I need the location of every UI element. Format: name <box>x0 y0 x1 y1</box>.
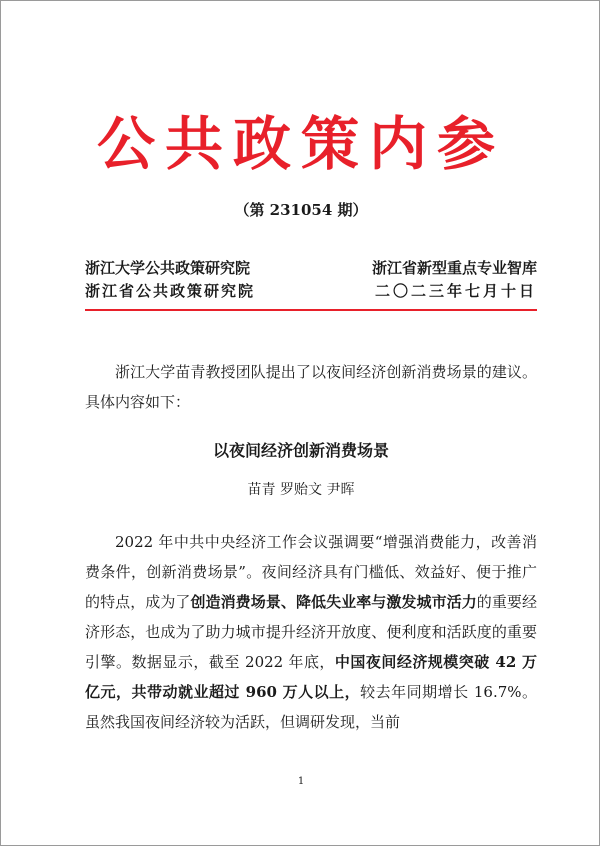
header-row-2 <box>85 280 537 302</box>
article-authors: 苗青 罗贻文 尹晖 <box>247 482 355 498</box>
org-zju-institute: 浙江大学公共政策研究院 <box>85 259 251 277</box>
body-segment-bold: 创造消费场景、降低失业率与激发城市活力 <box>190 593 477 611</box>
red-divider-line <box>85 309 537 311</box>
intro-paragraph: 浙江大学苗青教授团队提出了以夜间经济创新消费场景的建议。具体内容如下： <box>85 363 537 411</box>
page-number: 1 <box>297 776 305 787</box>
masthead-title: 公共政策内参 <box>96 110 505 178</box>
issue-number: （第 231054 期） <box>234 201 368 219</box>
org-think-tank: 浙江省新型重点专业智库 <box>371 259 537 277</box>
body-paragraph <box>85 527 537 737</box>
publish-date: 二〇二三年七月十日 <box>374 282 537 300</box>
body-segment: 2022 年中共中央经济工作会议强调要“增强消费能力，改善消费条件，创新消费场景”。夜间经济具有门槛低、效益好、便于推广的特点，成为了 <box>85 533 537 611</box>
org-provincial-institute: 浙江省公共政策研究院 <box>85 282 256 300</box>
body-segment: 较去年同期增长 16.7%。虽然我国夜间经济较为活跃，但调研发现，当前 <box>85 683 537 731</box>
body-segment-bold: 中国夜间经济规模突破 42 万亿元，共带动就业超过 960 万人以上， <box>85 653 537 701</box>
article-title: 以夜间经济创新消费场景 <box>212 441 389 460</box>
body-segment: 的重要经济形态，也成为了助力城市提升经济开放度、便利度和活跃度的重要引擎。数据显示，截至 2022 年底， <box>85 593 537 671</box>
header-row-1 <box>85 257 537 279</box>
